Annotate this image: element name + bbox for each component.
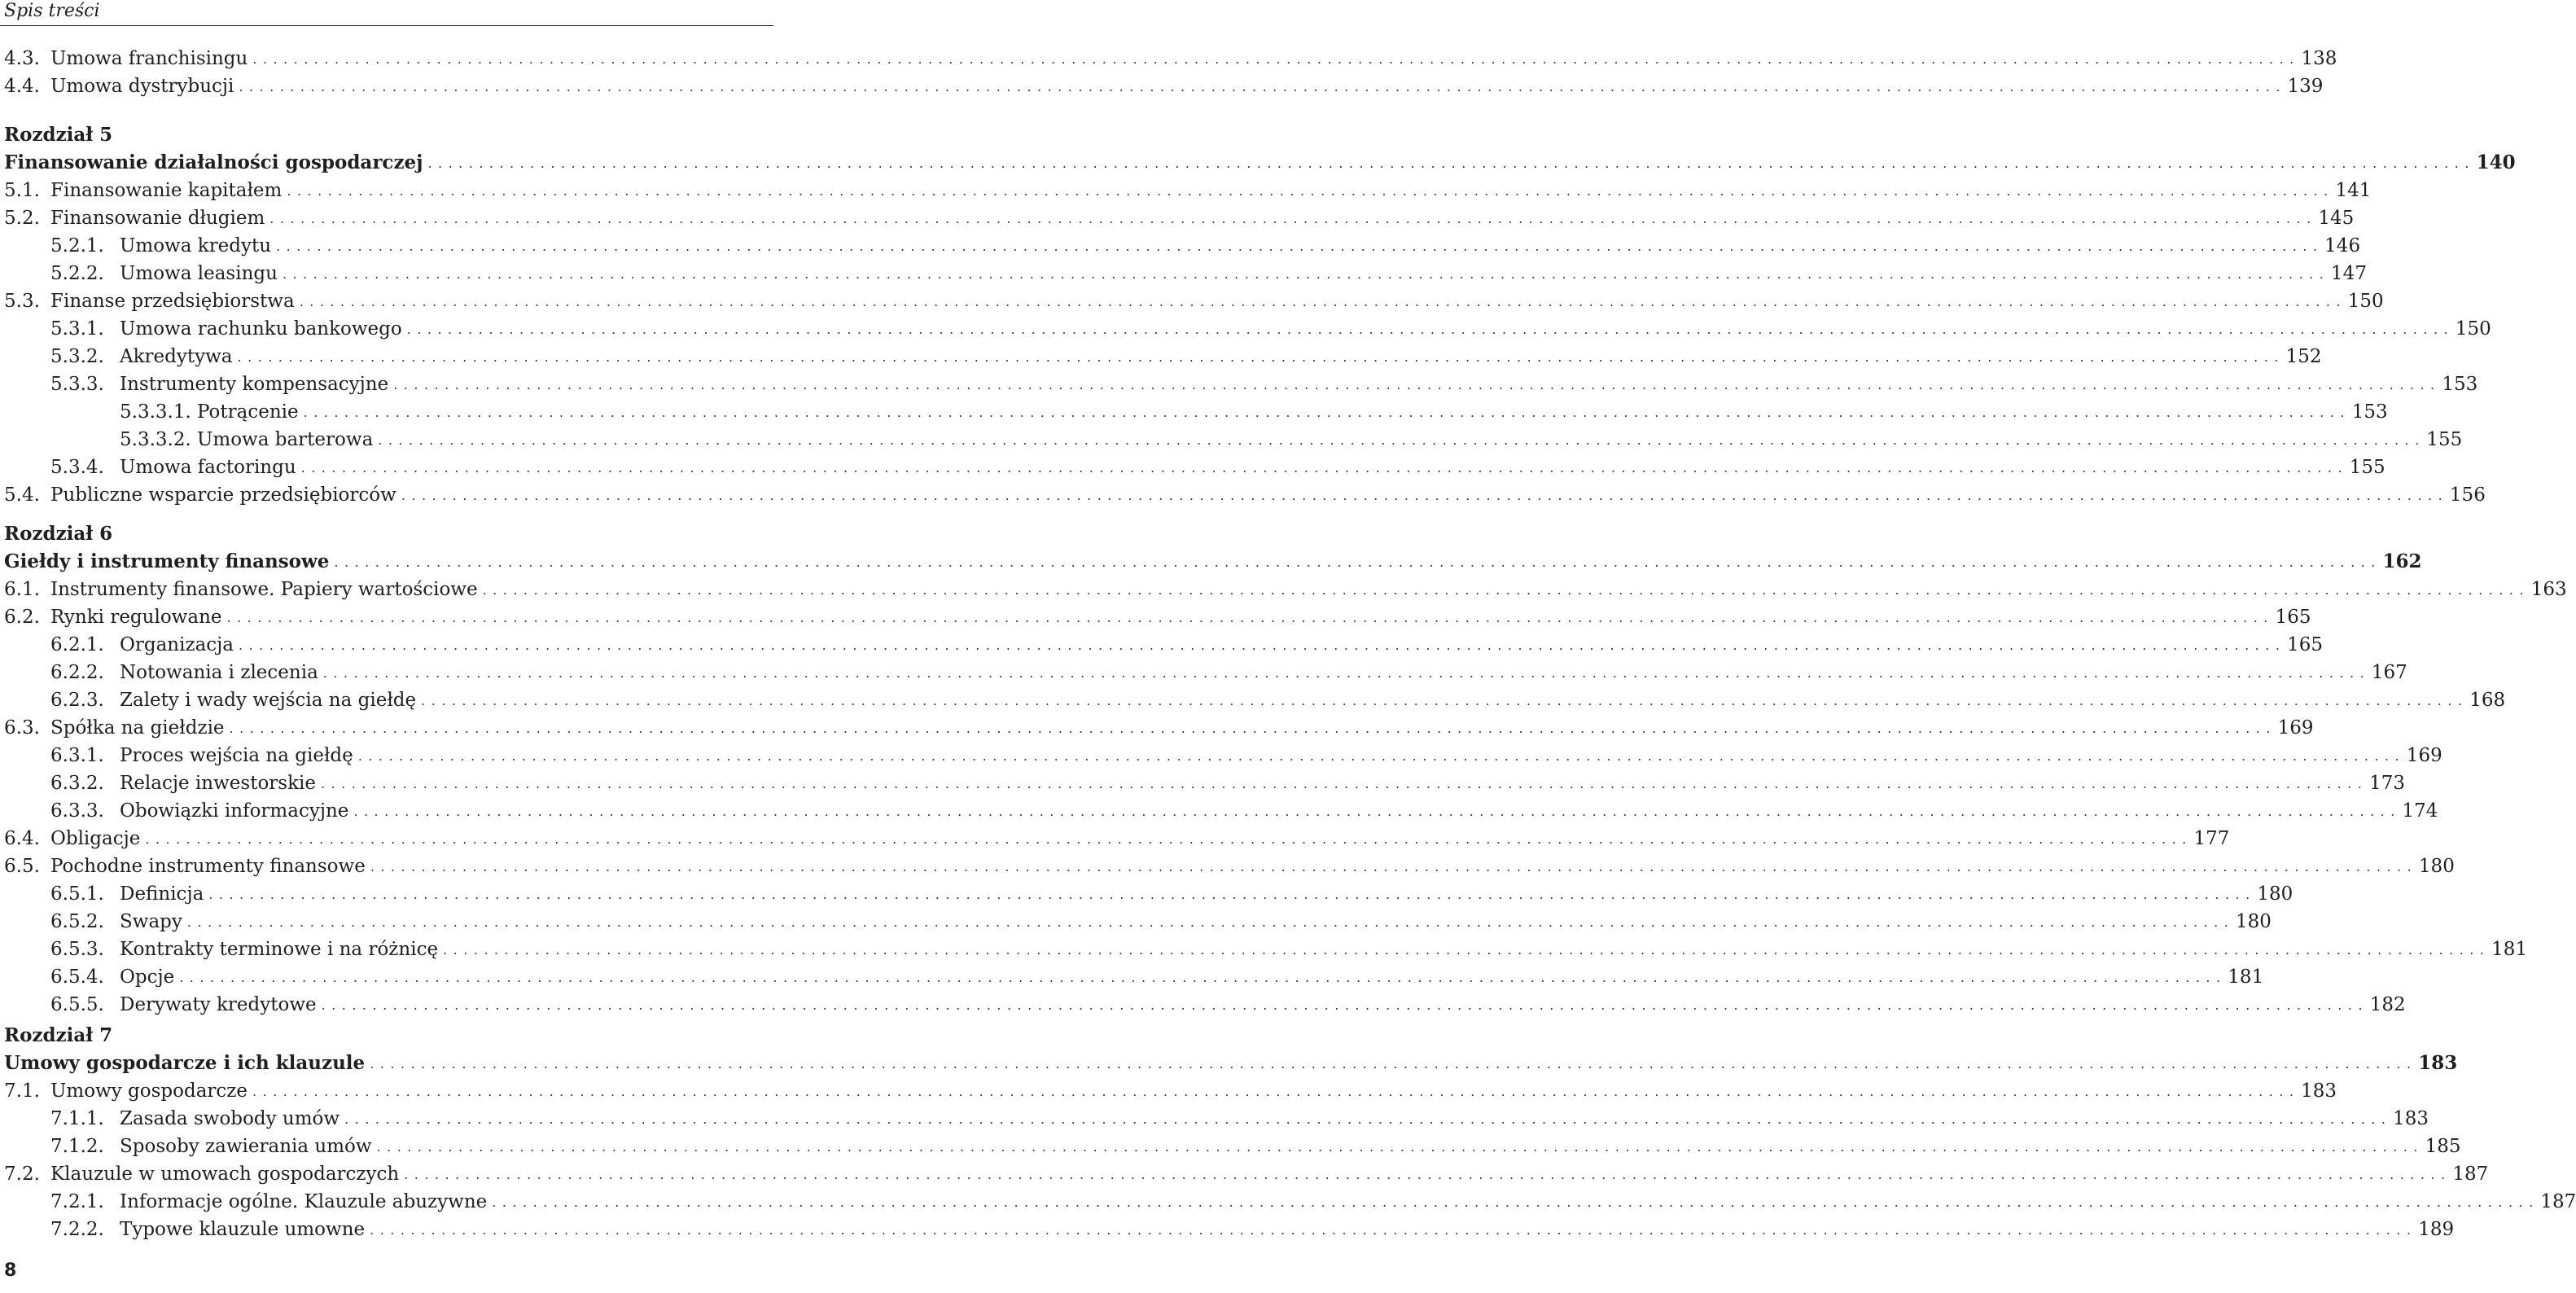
toc-entry-page: 140 xyxy=(2476,151,2516,173)
toc-entry-page: 180 xyxy=(2418,856,2455,877)
toc-entry-number: 6.3.3. xyxy=(50,800,104,822)
dot-leader: . . . . . . . . . . . . . . . . . . . . . . . . . . . . . . . . . . . . . . . . . . . . . . . . . . . . . . . . . . . . . . . . . . . . . . . . . . . . . . . . . . . . . . . . . . . . . . . . . . . . . . . . . . . . . . . . . . . . . . . . . . . . . . . . . . . . . . . . . . . . . . . . . . . . . . . . . . . . . . . . . . . . . . . . . . . . . . . . . . . . . . . . . . . . . . . . . . . . . . . . xyxy=(303,405,2346,420)
toc-entry-number: 6.3.2. xyxy=(50,773,104,794)
toc-entry xyxy=(0,742,2442,769)
toc-entry xyxy=(0,1216,2455,1243)
dot-leader: . . . . . . . . . . . . . . . . . . . . . . . . . . . . . . . . . . . . . . . . . . . . . . . . . . . . . . . . . . . . . . . . . . . . . . . . . . . . . . . . . . . . . . . . . . . . . . . . . . . . . . . . . . . . . . . . . . . . . . . . . . . . . . . . . . . . . . . . . . . . . . . . . . . . . . . . . . . . . . . . . . . . . . . . . . . . . . . . . . . . . . . . . . . . . . . . . . . . . . . . xyxy=(443,942,2486,958)
toc-entry-title: Umowa rachunku bankowego xyxy=(120,318,402,340)
toc-entry-number: 5.3.3.1. xyxy=(120,401,191,423)
dot-leader: . . . . . . . . . . . . . . . . . . . . . . . . . . . . . . . . . . . . . . . . . . . . . . . . . . . . . . . . . . . . . . . . . . . . . . . . . . . . . . . . . . . . . . . . . . . . . . . . . . . . . . . . . . . . . . . . . . . . . . . . . . . . . . . . . . . . . . . . . . . . . . . . . . . . . . . . . . . . . . . . . . . . . . . . . . . . . . . . . . . . . . . . . . . . . . . . . . . . . . . . xyxy=(226,610,2269,625)
toc-entry-title: Umowa factoringu xyxy=(120,457,296,478)
toc-entry xyxy=(0,260,2367,287)
toc-entry xyxy=(0,853,2455,880)
toc-entry-page: 187 xyxy=(2452,1164,2489,1185)
toc-entry-number: 5.4. xyxy=(4,484,40,506)
dot-leader: . . . . . . . . . . . . . . . . . . . . . . . . . . . . . . . . . . . . . . . . . . . . . . . . . . . . . . . . . . . . . . . . . . . . . . . . . . . . . . . . . . . . . . . . . . . . . . . . . . . . . . . . . . . . . . . . . . . . . . . . . . . . . . . . . . . . . . . . . . . . . . . . . . . . . . . . . . . . . . . . . . . . . . . . . . . . . . . . . . . . . . . . . . . . . . . . . . . . . . . . xyxy=(370,859,2412,874)
toc-entry-page: 180 xyxy=(2235,911,2272,932)
toc-entry xyxy=(0,370,2478,398)
toc-entry xyxy=(0,1050,2458,1077)
toc-entry xyxy=(0,769,2405,797)
dot-leader: . . . . . . . . . . . . . . . . . . . . . . . . . . . . . . . . . . . . . . . . . . . . . . . . . . . . . . . . . . . . . . . . . . . . . . . . . . . . . . . . . . . . . . . . . . . . . . . . . . . . . . . . . . . . . . . . . . . . . . . . . . . . . . . . . . . . . . . . . . . . . . . . . . . . . . . . . . . . . . . . . . . . . . . . . . . . . . . . . . . . . . . . . . . . . . . . . . . . . . . . xyxy=(393,377,2436,392)
toc-entry-number: 6.3. xyxy=(4,717,40,739)
toc-entry-page: 150 xyxy=(2455,318,2491,340)
dot-leader: . . . . . . . . . . . . . . . . . . . . . . . . . . . . . . . . . . . . . . . . . . . . . . . . . . . . . . . . . . . . . . . . . . . . . . . . . . . . . . . . . . . . . . . . . . . . . . . . . . . . . . . . . . . . . . . . . . . . . . . . . . . . . . . . . . . . . . . . . . . . . . . . . . . . . . . . . . . . . . . . . . . . . . . . . . . . . . . . . . . . . . . . . . . . . . . . . . . . . . . . xyxy=(300,460,2343,476)
dot-leader: . . . . . . . . . . . . . . . . . . . . . . . . . . . . . . . . . . . . . . . . . . . . . . . . . . . . . . . . . . . . . . . . . . . . . . . . . . . . . . . . . . . . . . . . . . . . . . . . . . . . . . . . . . . . . . . . . . . . . . . . . . . . . . . . . . . . . . . . . . . . . . . . . . . . . . . . . . . . . . . . . . . . . . . . . . . . . . . . . . . . . . . . . . . . . . . . . . . . . . . . xyxy=(322,665,2365,681)
toc-entry xyxy=(0,1160,2489,1188)
toc-entry xyxy=(0,825,2230,853)
toc-entry-title: Umowa franchisingu xyxy=(50,48,248,69)
header-rule xyxy=(0,25,773,26)
toc-entry xyxy=(0,936,2528,963)
toc-entry xyxy=(0,631,2324,659)
dot-leader: . . . . . . . . . . . . . . . . . . . . . . . . . . . . . . . . . . . . . . . . . . . . . . . . . . . . . . . . . . . . . . . . . . . . . . . . . . . . . . . . . . . . . . . . . . . . . . . . . . . . . . . . . . . . . . . . . . . . . . . . . . . . . . . . . . . . . . . . . . . . . . . . . . . . . . . . . . . . . . . . . . . . . . . . . . . . . . . . . . . . . . . . . . . . . . . . . . . . . . . . xyxy=(344,1111,2387,1127)
toc-entry-number: 6.2.3. xyxy=(50,690,104,711)
toc-entry xyxy=(0,991,2406,1019)
toc-entry-title: Spółka na giełdzie xyxy=(50,717,225,739)
toc-entry xyxy=(0,686,2506,714)
toc-entry-page: 155 xyxy=(2426,429,2463,450)
toc-entry-page: 153 xyxy=(2351,401,2388,423)
dot-leader: . . . . . . . . . . . . . . . . . . . . . . . . . . . . . . . . . . . . . . . . . . . . . . . . . . . . . . . . . . . . . . . . . . . . . . . . . . . . . . . . . . . . . . . . . . . . . . . . . . . . . . . . . . . . . . . . . . . . . . . . . . . . . . . . . . . . . . . . . . . . . . . . . . . . . . . . . . . . . . . . . . . . . . . . . . . . . . . . . . . . . . . . . . . . . . . . . . . . . . . . xyxy=(357,748,2400,764)
toc-entry xyxy=(0,659,2407,686)
toc-entry-title: Pochodne instrumenty finansowe xyxy=(50,856,366,877)
toc-entry-title: Publiczne wsparcie przedsiębiorców xyxy=(50,484,396,506)
toc-entry-page: 168 xyxy=(2469,690,2506,711)
chapter-title: Finansowanie działalności gospodarczej xyxy=(4,151,423,173)
dot-leader: . . . . . . . . . . . . . . . . . . . . . . . . . . . . . . . . . . . . . . . . . . . . . . . . . . . . . . . . . . . . . . . . . . . . . . . . . . . . . . . . . . . . . . . . . . . . . . . . . . . . . . . . . . . . . . . . . . . . . . . . . . . . . . . . . . . . . . . . . . . . . . . . . . . . . . . . . . . . . . . . . . . . . . . . . . . . . . . . . . . . . . . . . . . . . . . . . . . . . . . . xyxy=(492,1194,2534,1210)
toc-entry-page: 153 xyxy=(2442,374,2478,395)
toc-entry-title: Definicja xyxy=(120,883,204,905)
chapter-6-label: Rozdział 6 xyxy=(4,523,113,545)
dot-leader: . . . . . . . . . . . . . . . . . . . . . . . . . . . . . . . . . . . . . . . . . . . . . . . . . . . . . . . . . . . . . . . . . . . . . . . . . . . . . . . . . . . . . . . . . . . . . . . . . . . . . . . . . . . . . . . . . . . . . . . . . . . . . . . . . . . . . . . . . . . . . . . . . . . . . . . . . . . . . . . . . . . . . . . . . . . . . . . . . . . . . . . . . . . . . . . . . . . . . . . . xyxy=(421,693,2464,708)
toc-entry-number: 7.2.2. xyxy=(50,1219,104,1240)
dot-leader: . . . . . . . . . . . . . . . . . . . . . . . . . . . . . . . . . . . . . . . . . . . . . . . . . . . . . . . . . . . . . . . . . . . . . . . . . . . . . . . . . . . . . . . . . . . . . . . . . . . . . . . . . . . . . . . . . . . . . . . . . . . . . . . . . . . . . . . . . . . . . . . . . . . . . . . . . . . . . . . . . . . . . . . . . . . . . . . . . . . . . . . . . . . . . . . . . . . . . . . . xyxy=(145,831,2188,847)
toc-entry xyxy=(0,714,2314,742)
toc-entry xyxy=(0,398,2388,426)
toc-entry xyxy=(0,315,2491,343)
toc-entry-number: 6.4. xyxy=(4,828,40,849)
toc-entry xyxy=(0,548,2422,576)
dot-leader: . . . . . . . . . . . . . . . . . . . . . . . . . . . . . . . . . . . . . . . . . . . . . . . . . . . . . . . . . . . . . . . . . . . . . . . . . . . . . . . . . . . . . . . . . . . . . . . . . . . . . . . . . . . . . . . . . . . . . . . . . . . . . . . . . . . . . . . . . . . . . . . . . . . . . . . . . . . . . . . . . . . . . . . . . . . . . . . . . . . . . . . . . . . . . . . . . . . . . . . . xyxy=(237,349,2280,365)
toc-entry-page: 165 xyxy=(2287,634,2324,655)
toc-entry-title: Relacje inwestorskie xyxy=(120,773,316,794)
toc-entry-title: Zasada swobody umów xyxy=(120,1108,340,1129)
toc-entry-title: Informacje ogólne. Klauzule abuzywne xyxy=(120,1191,488,1212)
dot-leader: . . . . . . . . . . . . . . . . . . . . . . . . . . . . . . . . . . . . . . . . . . . . . . . . . . . . . . . . . . . . . . . . . . . . . . . . . . . . . . . . . . . . . . . . . . . . . . . . . . . . . . . . . . . . . . . . . . . . . . . . . . . . . . . . . . . . . . . . . . . . . . . . . . . . . . . . . . . . . . . . . . . . . . . . . . . . . . . . . . . . . . . . . . . . . . . . . . . . . . . . xyxy=(282,266,2325,282)
dot-leader: . . . . . . . . . . . . . . . . . . . . . . . . . . . . . . . . . . . . . . . . . . . . . . . . . . . . . . . . . . . . . . . . . . . . . . . . . . . . . . . . . . . . . . . . . . . . . . . . . . . . . . . . . . . . . . . . . . . . . . . . . . . . . . . . . . . . . . . . . . . . . . . . . . . . . . . . . . . . . . . . . . . . . . . . . . . . . . . . . . . . . . . . . . . . . . . . . . . . . . . . xyxy=(370,1056,2412,1072)
toc-entry-title: Derywaty kredytowe xyxy=(120,994,317,1015)
toc-entry-page: 162 xyxy=(2382,550,2422,572)
toc-entry-number: 5.2.2. xyxy=(50,263,104,284)
toc-entry-number: 5.2.1. xyxy=(50,235,104,256)
toc-entry-number: 4.4. xyxy=(4,76,40,97)
toc-entry xyxy=(0,232,2361,260)
toc-entry-page: 173 xyxy=(2369,773,2405,794)
toc-entry xyxy=(0,287,2384,315)
toc-entry-page: 181 xyxy=(2491,939,2528,960)
toc-entry-title: Umowa kredytu xyxy=(120,235,272,256)
toc-entry-page: 181 xyxy=(2228,966,2264,988)
dot-leader: . . . . . . . . . . . . . . . . . . . . . . . . . . . . . . . . . . . . . . . . . . . . . . . . . . . . . . . . . . . . . . . . . . . . . . . . . . . . . . . . . . . . . . . . . . . . . . . . . . . . . . . . . . . . . . . . . . . . . . . . . . . . . . . . . . . . . . . . . . . . . . . . . . . . . . . . . . . . . . . . . . . . . . . . . . . . . . . . . . . . . . . . . . . . . . . . . . . . . . . . xyxy=(427,156,2470,171)
toc-entry-number: 5.3.1. xyxy=(50,318,104,340)
toc-entry-number: 5.3.4. xyxy=(50,457,104,478)
chapter-7-label: Rozdział 7 xyxy=(4,1024,113,1046)
toc-entry-page: 139 xyxy=(2287,76,2324,97)
dot-leader: . . . . . . . . . . . . . . . . . . . . . . . . . . . . . . . . . . . . . . . . . . . . . . . . . . . . . . . . . . . . . . . . . . . . . . . . . . . . . . . . . . . . . . . . . . . . . . . . . . . . . . . . . . . . . . . . . . . . . . . . . . . . . . . . . . . . . . . . . . . . . . . . . . . . . . . . . . . . . . . . . . . . . . . . . . . . . . . . . . . . . . . . . . . . . . . . . . . . . . . . xyxy=(401,488,2443,503)
toc-entry xyxy=(0,603,2311,631)
toc-entry-page: 141 xyxy=(2335,180,2372,201)
dot-leader: . . . . . . . . . . . . . . . . . . . . . . . . . . . . . . . . . . . . . . . . . . . . . . . . . . . . . . . . . . . . . . . . . . . . . . . . . . . . . . . . . . . . . . . . . . . . . . . . . . . . . . . . . . . . . . . . . . . . . . . . . . . . . . . . . . . . . . . . . . . . . . . . . . . . . . . . . . . . . . . . . . . . . . . . . . . . . . . . . . . . . . . . . . . . . . . . . . . . . . . . xyxy=(370,1222,2412,1238)
toc-entry-page: 167 xyxy=(2371,662,2407,683)
toc-entry-page: 146 xyxy=(2324,235,2361,256)
toc-entry-title: Umowa barterowa xyxy=(197,429,374,450)
toc-entry xyxy=(0,1133,2461,1160)
dot-leader: . . . . . . . . . . . . . . . . . . . . . . . . . . . . . . . . . . . . . . . . . . . . . . . . . . . . . . . . . . . . . . . . . . . . . . . . . . . . . . . . . . . . . . . . . . . . . . . . . . . . . . . . . . . . . . . . . . . . . . . . . . . . . . . . . . . . . . . . . . . . . . . . . . . . . . . . . . . . . . . . . . . . . . . . . . . . . . . . . . . . . . . . . . . . . . . . . . . . . . . . xyxy=(404,1167,2447,1182)
toc-entry-number: 5.2. xyxy=(4,208,40,229)
toc-entry-title: Proces wejścia na giełdę xyxy=(120,745,353,766)
toc-entry xyxy=(0,908,2272,936)
toc-entry-number: 6.2.1. xyxy=(50,634,104,655)
toc-entry-number: 5.1. xyxy=(4,180,40,201)
toc-entry-title: Kontrakty terminowe i na różnicę xyxy=(120,939,439,960)
toc-entry-title: Umowa leasingu xyxy=(120,263,278,284)
toc-entry-number: 5.3.3.2. xyxy=(120,429,191,450)
dot-leader: . . . . . . . . . . . . . . . . . . . . . . . . . . . . . . . . . . . . . . . . . . . . . . . . . . . . . . . . . . . . . . . . . . . . . . . . . . . . . . . . . . . . . . . . . . . . . . . . . . . . . . . . . . . . . . . . . . . . . . . . . . . . . . . . . . . . . . . . . . . . . . . . . . . . . . . . . . . . . . . . . . . . . . . . . . . . . . . . . . . . . . . . . . . . . . . . . . . . . . . . xyxy=(239,638,2281,653)
toc-entry-number: 6.5.1. xyxy=(50,883,104,905)
toc-entry-number: 7.1.1. xyxy=(50,1108,104,1129)
toc-entry-number: 6.5.5. xyxy=(50,994,104,1015)
dot-leader: . . . . . . . . . . . . . . . . . . . . . . . . . . . . . . . . . . . . . . . . . . . . . . . . . . . . . . . . . . . . . . . . . . . . . . . . . . . . . . . . . . . . . . . . . . . . . . . . . . . . . . . . . . . . . . . . . . . . . . . . . . . . . . . . . . . . . . . . . . . . . . . . . . . . . . . . . . . . . . . . . . . . . . . . . . . . . . . . . . . . . . . . . . . . . . . . . . . . . . . . xyxy=(406,322,2449,337)
toc-entry-page: 185 xyxy=(2425,1136,2461,1157)
running-head: Spis treści xyxy=(4,1,100,21)
toc-entry-page: 183 xyxy=(2418,1052,2458,1074)
toc-entry-page: 163 xyxy=(2530,579,2567,600)
dot-leader: . . . . . . . . . . . . . . . . . . . . . . . . . . . . . . . . . . . . . . . . . . . . . . . . . . . . . . . . . . . . . . . . . . . . . . . . . . . . . . . . . . . . . . . . . . . . . . . . . . . . . . . . . . . . . . . . . . . . . . . . . . . . . . . . . . . . . . . . . . . . . . . . . . . . . . . . . . . . . . . . . . . . . . . . . . . . . . . . . . . . . . . . . . . . . . . . . . . . . . . . xyxy=(276,239,2319,254)
toc-entry-page: 155 xyxy=(2349,457,2385,478)
toc-entry-number: 6.2.2. xyxy=(50,662,104,683)
toc-entry xyxy=(0,797,2438,825)
toc-entry-number: 6.1. xyxy=(4,579,40,600)
toc-entry-number: 6.2. xyxy=(4,607,40,628)
dot-leader: . . . . . . . . . . . . . . . . . . . . . . . . . . . . . . . . . . . . . . . . . . . . . . . . . . . . . . . . . . . . . . . . . . . . . . . . . . . . . . . . . . . . . . . . . . . . . . . . . . . . . . . . . . . . . . . . . . . . . . . . . . . . . . . . . . . . . . . . . . . . . . . . . . . . . . . . . . . . . . . . . . . . . . . . . . . . . . . . . . . . . . . . . . . . . . . . . . . . . . . . xyxy=(482,582,2525,598)
toc-entry-title: Sposoby zawierania umów xyxy=(120,1136,372,1157)
dot-leader: . . . . . . . . . . . . . . . . . . . . . . . . . . . . . . . . . . . . . . . . . . . . . . . . . . . . . . . . . . . . . . . . . . . . . . . . . . . . . . . . . . . . . . . . . . . . . . . . . . . . . . . . . . . . . . . . . . . . . . . . . . . . . . . . . . . . . . . . . . . . . . . . . . . . . . . . . . . . . . . . . . . . . . . . . . . . . . . . . . . . . . . . . . . . . . . . . . . . . . . . xyxy=(321,776,2364,791)
dot-leader: . . . . . . . . . . . . . . . . . . . . . . . . . . . . . . . . . . . . . . . . . . . . . . . . . . . . . . . . . . . . . . . . . . . . . . . . . . . . . . . . . . . . . . . . . . . . . . . . . . . . . . . . . . . . . . . . . . . . . . . . . . . . . . . . . . . . . . . . . . . . . . . . . . . . . . . . . . . . . . . . . . . . . . . . . . . . . . . . . . . . . . . . . . . . . . . . . . . . . . . . xyxy=(179,970,2222,985)
toc-entry-number: 6.5. xyxy=(4,856,40,877)
toc-entry-page: 165 xyxy=(2275,607,2311,628)
toc-entry-page: 169 xyxy=(2277,717,2314,739)
toc-entry-page: 147 xyxy=(2331,263,2367,284)
toc-entry-page: 183 xyxy=(2393,1108,2429,1129)
toc-entry xyxy=(0,177,2372,204)
toc-entry-number: 7.2. xyxy=(4,1164,40,1185)
toc-entry xyxy=(0,880,2293,908)
toc-entry-title: Rynki regulowane xyxy=(50,607,222,628)
toc-entry-title: Potrącenie xyxy=(197,401,299,423)
dot-leader: . . . . . . . . . . . . . . . . . . . . . . . . . . . . . . . . . . . . . . . . . . . . . . . . . . . . . . . . . . . . . . . . . . . . . . . . . . . . . . . . . . . . . . . . . . . . . . . . . . . . . . . . . . . . . . . . . . . . . . . . . . . . . . . . . . . . . . . . . . . . . . . . . . . . . . . . . . . . . . . . . . . . . . . . . . . . . . . . . . . . . . . . . . . . . . . . . . . . . . . . xyxy=(299,294,2342,309)
toc-entry-title: Organizacja xyxy=(120,634,234,655)
toc-entry-number: 6.5.3. xyxy=(50,939,104,960)
chapter-title: Giełdy i instrumenty finansowe xyxy=(4,550,330,572)
toc-entry-page: 169 xyxy=(2406,745,2442,766)
toc-entry-number: 7.1. xyxy=(4,1080,40,1102)
toc-entry xyxy=(0,343,2322,370)
dot-leader: . . . . . . . . . . . . . . . . . . . . . . . . . . . . . . . . . . . . . . . . . . . . . . . . . . . . . . . . . . . . . . . . . . . . . . . . . . . . . . . . . . . . . . . . . . . . . . . . . . . . . . . . . . . . . . . . . . . . . . . . . . . . . . . . . . . . . . . . . . . . . . . . . . . . . . . . . . . . . . . . . . . . . . . . . . . . . . . . . . . . . . . . . . . . . . . . . . . . . . . . xyxy=(252,1084,2295,1099)
toc-entry-number: 5.3.2. xyxy=(50,346,104,367)
toc-entry-number: 4.3. xyxy=(4,48,40,69)
dot-leader: . . . . . . . . . . . . . . . . . . . . . . . . . . . . . . . . . . . . . . . . . . . . . . . . . . . . . . . . . . . . . . . . . . . . . . . . . . . . . . . . . . . . . . . . . . . . . . . . . . . . . . . . . . . . . . . . . . . . . . . . . . . . . . . . . . . . . . . . . . . . . . . . . . . . . . . . . . . . . . . . . . . . . . . . . . . . . . . . . . . . . . . . . . . . . . . . . . . . . . . . xyxy=(208,887,2251,902)
dot-leader: . . . . . . . . . . . . . . . . . . . . . . . . . . . . . . . . . . . . . . . . . . . . . . . . . . . . . . . . . . . . . . . . . . . . . . . . . . . . . . . . . . . . . . . . . . . . . . . . . . . . . . . . . . . . . . . . . . . . . . . . . . . . . . . . . . . . . . . . . . . . . . . . . . . . . . . . . . . . . . . . . . . . . . . . . . . . . . . . . . . . . . . . . . . . . . . . . . . . . . . . xyxy=(321,997,2364,1013)
toc-entry-number: 7.2.1. xyxy=(50,1191,104,1212)
toc-entry-title: Finanse przedsiębiorstwa xyxy=(50,291,295,312)
toc-entry-page: 138 xyxy=(2301,48,2337,69)
dot-leader: . . . . . . . . . . . . . . . . . . . . . . . . . . . . . . . . . . . . . . . . . . . . . . . . . . . . . . . . . . . . . . . . . . . . . . . . . . . . . . . . . . . . . . . . . . . . . . . . . . . . . . . . . . . . . . . . . . . . . . . . . . . . . . . . . . . . . . . . . . . . . . . . . . . . . . . . . . . . . . . . . . . . . . . . . . . . . . . . . . . . . . . . . . . . . . . . . . . . . . . . xyxy=(287,183,2329,199)
toc-entry xyxy=(0,72,2324,100)
toc-entry-page: 182 xyxy=(2369,994,2406,1015)
toc-entry-title: Typowe klauzule umowne xyxy=(120,1219,366,1240)
toc-entry-title: Obligacje xyxy=(50,828,141,849)
toc-entry-title: Notowania i zlecenia xyxy=(120,662,318,683)
toc-entry-title: Akredytywa xyxy=(120,346,233,367)
toc-entry-number: 5.3.3. xyxy=(50,374,104,395)
toc-entry-title: Umowy gospodarcze xyxy=(50,1080,248,1102)
toc-entry-number: 6.5.2. xyxy=(50,911,104,932)
toc-entry xyxy=(0,576,2567,603)
toc-entry xyxy=(0,1077,2337,1105)
dot-leader: . . . . . . . . . . . . . . . . . . . . . . . . . . . . . . . . . . . . . . . . . . . . . . . . . . . . . . . . . . . . . . . . . . . . . . . . . . . . . . . . . . . . . . . . . . . . . . . . . . . . . . . . . . . . . . . . . . . . . . . . . . . . . . . . . . . . . . . . . . . . . . . . . . . . . . . . . . . . . . . . . . . . . . . . . . . . . . . . . . . . . . . . . . . . . . . . . . . . . . . . xyxy=(186,914,2229,930)
toc-entry xyxy=(0,426,2463,454)
toc-entry-number: 6.3.1. xyxy=(50,745,104,766)
dot-leader: . . . . . . . . . . . . . . . . . . . . . . . . . . . . . . . . . . . . . . . . . . . . . . . . . . . . . . . . . . . . . . . . . . . . . . . . . . . . . . . . . . . . . . . . . . . . . . . . . . . . . . . . . . . . . . . . . . . . . . . . . . . . . . . . . . . . . . . . . . . . . . . . . . . . . . . . . . . . . . . . . . . . . . . . . . . . . . . . . . . . . . . . . . . . . . . . . . . . . . . . xyxy=(376,1139,2419,1155)
toc-entry-title: Instrumenty finansowe. Papiery wartościowe xyxy=(50,579,478,600)
dot-leader: . . . . . . . . . . . . . . . . . . . . . . . . . . . . . . . . . . . . . . . . . . . . . . . . . . . . . . . . . . . . . . . . . . . . . . . . . . . . . . . . . . . . . . . . . . . . . . . . . . . . . . . . . . . . . . . . . . . . . . . . . . . . . . . . . . . . . . . . . . . . . . . . . . . . . . . . . . . . . . . . . . . . . . . . . . . . . . . . . . . . . . . . . . . . . . . . . . . . . . . . xyxy=(269,211,2312,226)
dot-leader: . . . . . . . . . . . . . . . . . . . . . . . . . . . . . . . . . . . . . . . . . . . . . . . . . . . . . . . . . . . . . . . . . . . . . . . . . . . . . . . . . . . . . . . . . . . . . . . . . . . . . . . . . . . . . . . . . . . . . . . . . . . . . . . . . . . . . . . . . . . . . . . . . . . . . . . . . . . . . . . . . . . . . . . . . . . . . . . . . . . . . . . . . . . . . . . . . . . . . . . . xyxy=(252,51,2295,67)
toc-entry-page: 180 xyxy=(2257,883,2293,905)
toc-entry-title: Instrumenty kompensacyjne xyxy=(120,374,389,395)
toc-entry-page: 145 xyxy=(2318,208,2355,229)
dot-leader: . . . . . . . . . . . . . . . . . . . . . . . . . . . . . . . . . . . . . . . . . . . . . . . . . . . . . . . . . . . . . . . . . . . . . . . . . . . . . . . . . . . . . . . . . . . . . . . . . . . . . . . . . . . . . . . . . . . . . . . . . . . . . . . . . . . . . . . . . . . . . . . . . . . . . . . . . . . . . . . . . . . . . . . . . . . . . . . . . . . . . . . . . . . . . . . . . . . . . . . . xyxy=(378,432,2420,448)
toc-entry-title: Zalety i wady wejścia na giełdę xyxy=(120,690,417,711)
toc-entry xyxy=(0,1105,2429,1133)
dot-leader: . . . . . . . . . . . . . . . . . . . . . . . . . . . . . . . . . . . . . . . . . . . . . . . . . . . . . . . . . . . . . . . . . . . . . . . . . . . . . . . . . . . . . . . . . . . . . . . . . . . . . . . . . . . . . . . . . . . . . . . . . . . . . . . . . . . . . . . . . . . . . . . . . . . . . . . . . . . . . . . . . . . . . . . . . . . . . . . . . . . . . . . . . . . . . . . . . . . . . . . . xyxy=(239,79,2281,94)
toc-entry-page: 150 xyxy=(2347,291,2384,312)
toc-entry-page: 189 xyxy=(2418,1219,2455,1240)
toc-entry xyxy=(0,454,2385,481)
dot-leader: . . . . . . . . . . . . . . . . . . . . . . . . . . . . . . . . . . . . . . . . . . . . . . . . . . . . . . . . . . . . . . . . . . . . . . . . . . . . . . . . . . . . . . . . . . . . . . . . . . . . . . . . . . . . . . . . . . . . . . . . . . . . . . . . . . . . . . . . . . . . . . . . . . . . . . . . . . . . . . . . . . . . . . . . . . . . . . . . . . . . . . . . . . . . . . . . . . . . . . . . xyxy=(334,554,2377,570)
toc-entry xyxy=(0,963,2264,991)
toc-entry-title: Swapy xyxy=(120,911,182,932)
toc-entry xyxy=(0,1188,2576,1216)
toc-entry-number: 6.5.4. xyxy=(50,966,104,988)
toc-entry xyxy=(0,204,2355,232)
toc-entry xyxy=(0,45,2337,72)
toc-entry-page: 183 xyxy=(2301,1080,2337,1102)
toc-entry-title: Klauzule w umowach gospodarczych xyxy=(50,1164,400,1185)
toc-entry-number: 5.3. xyxy=(4,291,40,312)
page-number: 8 xyxy=(4,1260,17,1281)
toc-entry-page: 177 xyxy=(2193,828,2230,849)
chapter-title: Umowy gospodarcze i ich klauzule xyxy=(4,1052,366,1074)
dot-leader: . . . . . . . . . . . . . . . . . . . . . . . . . . . . . . . . . . . . . . . . . . . . . . . . . . . . . . . . . . . . . . . . . . . . . . . . . . . . . . . . . . . . . . . . . . . . . . . . . . . . . . . . . . . . . . . . . . . . . . . . . . . . . . . . . . . . . . . . . . . . . . . . . . . . . . . . . . . . . . . . . . . . . . . . . . . . . . . . . . . . . . . . . . . . . . . . . . . . . . . . xyxy=(229,721,2272,736)
toc-entry-title: Finansowanie kapitałem xyxy=(50,180,283,201)
toc-entry-page: 152 xyxy=(2285,346,2322,367)
toc-entry-page: 174 xyxy=(2402,800,2438,822)
toc-entry-page: 156 xyxy=(2449,484,2486,506)
toc-entry-title: Opcje xyxy=(120,966,175,988)
toc-entry xyxy=(0,481,2486,509)
toc-entry-title: Umowa dystrybucji xyxy=(50,76,234,97)
toc-entry-title: Finansowanie długiem xyxy=(50,208,265,229)
toc-entry xyxy=(0,149,2516,177)
toc-entry-title: Obowiązki informacyjne xyxy=(120,800,349,822)
toc-entry-page: 187 xyxy=(2540,1191,2576,1212)
toc-entry-number: 7.1.2. xyxy=(50,1136,104,1157)
chapter-5-label: Rozdział 5 xyxy=(4,124,113,146)
dot-leader: . . . . . . . . . . . . . . . . . . . . . . . . . . . . . . . . . . . . . . . . . . . . . . . . . . . . . . . . . . . . . . . . . . . . . . . . . . . . . . . . . . . . . . . . . . . . . . . . . . . . . . . . . . . . . . . . . . . . . . . . . . . . . . . . . . . . . . . . . . . . . . . . . . . . . . . . . . . . . . . . . . . . . . . . . . . . . . . . . . . . . . . . . . . . . . . . . . . . . . . . xyxy=(353,804,2396,819)
